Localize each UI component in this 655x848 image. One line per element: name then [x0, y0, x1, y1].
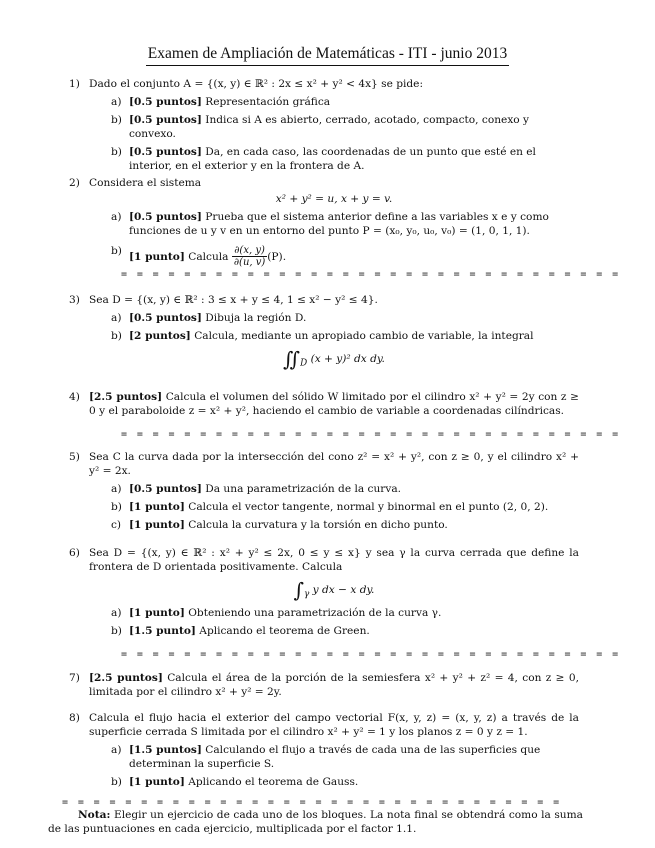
- exam-note: Nota: Elegir un ejercicio de cada uno de los bloques. La nota final se obtendrá como la suma de las puntuaciones en cada ejercicio, multiplicada por el factor 1.1.: [48, 809, 583, 835]
- exam-title: Examen de Ampliación de Matemáticas - ITI - junio 2013: [0, 44, 655, 64]
- block-separator: = = = = = = = = = = = = = = = = = = = = = = = = = = = = = = = =: [121, 649, 620, 660]
- problem-1c: b) [0.5 puntos] Da, en cada caso, las coordenadas de un punto que esté en el interior, en el exterior y en la frontera de A.: [111, 145, 536, 172]
- problem-6a: a) [1 punto] Obteniendo una parametrización de la curva γ.: [111, 607, 442, 620]
- problem-4: 4) [2.5 puntos] Calcula el volumen del sólido W limitado por el cilindro x² + y² = 2y con z ≥ 0 y el paraboloide z = x² + y², haciendo el cambio de variable a coordenadas cilíndricas.: [69, 391, 579, 417]
- line-integral-symbol: ∫: [293, 577, 304, 602]
- problem-8b: b) [1 punto] Aplicando el teorema de Gauss.: [111, 775, 359, 788]
- problem-5b: b) [1 punto] Calcula el vector tangente, normal y binormal en el punto (2, 0, 2).: [111, 500, 549, 513]
- problem-6-integral: $\int_\gamma$ y dx − x dy.: [293, 577, 375, 602]
- double-integral-symbol: ∬: [283, 346, 301, 371]
- block-separator: = = = = = = = = = = = = = = = = = = = = = = = = = = = = = = = =: [121, 269, 620, 280]
- jacobian-fraction: $\frac{\partial(x, y)}{\partial(u, v)}$: [233, 244, 266, 269]
- problem-3: 3) Sea D = {(x, y) ∈ ℝ² : 3 ≤ x + y ≤ 4, 1 ≤ x² − y² ≤ 4}. a) [0.5 puntos] Dibuja la región D. b) [2 puntos] Calcula, mediante un apropiado cambio de variable, la integral $∬_D$ (x + y)² dx dy.: [89, 294, 579, 375]
- problem-7: 7) [2.5 puntos] Calcula el área de la porción de la semiesfera x² + y² + z² = 4, con z ≥ 0, limitada por el cilindro x² + y² = 2y.: [69, 672, 579, 698]
- problem-2b: b) [1 punto] Calcula $\frac{\partial(x, y)}{\partial(u, v)}$ (P).: [111, 244, 287, 269]
- problem-1b: b) [0.5 puntos] Indica si A es abierto, cerrado, acotado, compacto, conexo y convexo.: [111, 113, 530, 140]
- problem-6b: b) [1.5 punto] Aplicando el teorema de Green.: [111, 625, 370, 638]
- block-separator: = = = = = = = = = = = = = = = = = = = = = = = = = = = = = = = =: [62, 797, 561, 808]
- problem-5c: c) [1 punto] Calcula la curvatura y la torsión en dicho punto.: [111, 518, 448, 531]
- problem-6: 6) Sea D = {(x, y) ∈ ℝ² : x² + y² ≤ 2x, 0 ≤ y ≤ x} y sea γ la curva cerrada que define la frontera de D orientada positivamente. Calcula $\int_\gamma$ y dx − x dy. a) [1 punto] Obteniendo una parametrización de la curva γ. b) [1.5 punto] Aplicando el teorema de Green.: [69, 547, 579, 638]
- problem-8-statement: Calcula el flujo hacia el exterior del campo vectorial F(x, y, z) = (x, y, z) a través de la superficie cerrada S limitada por el cilindro x² + y² = 1 y los planos z = 0 y z = 1.: [89, 712, 579, 738]
- problem-5-statement: Sea C la curva dada por la intersección del cono z² = x² + y², con z ≥ 0, y el cilindro x² + y² = 2x.: [89, 451, 579, 477]
- problem-4-statement: [2.5 puntos] Calcula el volumen del sólido W limitado por el cilindro x² + y² = 2y con z ≥ 0 y el paraboloide z = x² + y², haciendo el cambio de variable a coordenadas cilíndricas.: [89, 391, 579, 417]
- problem-5: 5) Sea C la curva dada por la intersección del cono z² = x² + y², con z ≥ 0, y el cilindro x² + y² = 2x. a) [0.5 puntos] Da una parametrización de la curva. b) [1 punto] Calcula el vector tangente, normal y binormal en el punto (2, 0, 2). c) [1 punto] Calcula la curvatura y la torsión en dicho punto.: [69, 451, 579, 531]
- problem-6-statement: Sea D = {(x, y) ∈ ℝ² : x² + y² ≤ 2x, 0 ≤ y ≤ x} y sea γ la curva cerrada que define la frontera de D orientada positivamente. Calcula: [89, 547, 579, 573]
- problem-2a: a) [0.5 puntos] Prueba que el sistema anterior define a las variables x e y como funciones de u y v en un entorno del punto P = (x₀, y₀, u₀, v₀) = (1, 0, 1, 1).: [111, 210, 549, 237]
- problem-7-statement: [2.5 puntos] Calcula el área de la porción de la semiesfera x² + y² + z² = 4, con z ≥ 0, limitada por el cilindro x² + y² = 2y.: [89, 672, 579, 698]
- problem-1-statement: Dado el conjunto A = {(x, y) ∈ ℝ² : 2x ≤ x² + y² < 4x} se pide:: [89, 78, 424, 90]
- problem-2: 2) Considera el sistema x² + y² = u, x + y = v. a) [0.5 puntos] Prueba que el sistema anterior define a las variables x e y como funciones de u y v en un entorno del punto P = (x₀, y₀, u₀, v₀) = (1, 0, 1, 1). b) [1 punto] Calcula $\frac{\partial(x, y)}{\partial(u, v)}$ (P).: [89, 177, 579, 269]
- problem-3-integral: $∬_D$ (x + y)² dx dy.: [283, 346, 385, 371]
- problem-3-statement: Sea D = {(x, y) ∈ ℝ² : 3 ≤ x + y ≤ 4, 1 ≤ x² − y² ≤ 4}.: [89, 294, 378, 306]
- problem-8: 8) Calcula el flujo hacia el exterior del campo vectorial F(x, y, z) = (x, y, z) a través de la superficie cerrada S limitada por el cilindro x² + y² = 1 y los planos z = 0 y z = 1. a) [1.5 puntos] Calculando el flujo a través de cada una de las superficies que determinan la superficie S. b) [1 punto] Aplicando el teorema de Gauss.: [69, 712, 579, 788]
- problem-1: 1) Dado el conjunto A = {(x, y) ∈ ℝ² : 2x ≤ x² + y² < 4x} se pide: a) [0.5 puntos] Representación gráfica b) [0.5 puntos] Indica si A es abierto, cerrado, acotado, compacto, conexo y convexo. b) [0.5 puntos] Da, en cada caso, las coordenadas de un punto que esté en el interior, en el exterior y en la frontera de A.: [89, 78, 579, 174]
- problem-2-system: x² + y² = u, x + y = v.: [275, 192, 393, 205]
- problem-5a: a) [0.5 puntos] Da una parametrización de la curva.: [111, 482, 402, 495]
- problem-1a: a) [0.5 puntos] Representación gráfica: [111, 95, 331, 108]
- block-separator: = = = = = = = = = = = = = = = = = = = = = = = = = = = = = = = =: [121, 429, 620, 440]
- problem-2-statement: Considera el sistema: [89, 177, 202, 189]
- problem-8a: a) [1.5 puntos] Calculando el flujo a través de cada una de las superficies que determinan la superficie S.: [111, 743, 541, 770]
- problem-3a: a) [0.5 puntos] Dibuja la región D.: [111, 311, 307, 324]
- problem-3b: b) [2 puntos] Calcula, mediante un apropiado cambio de variable, la integral: [111, 329, 534, 342]
